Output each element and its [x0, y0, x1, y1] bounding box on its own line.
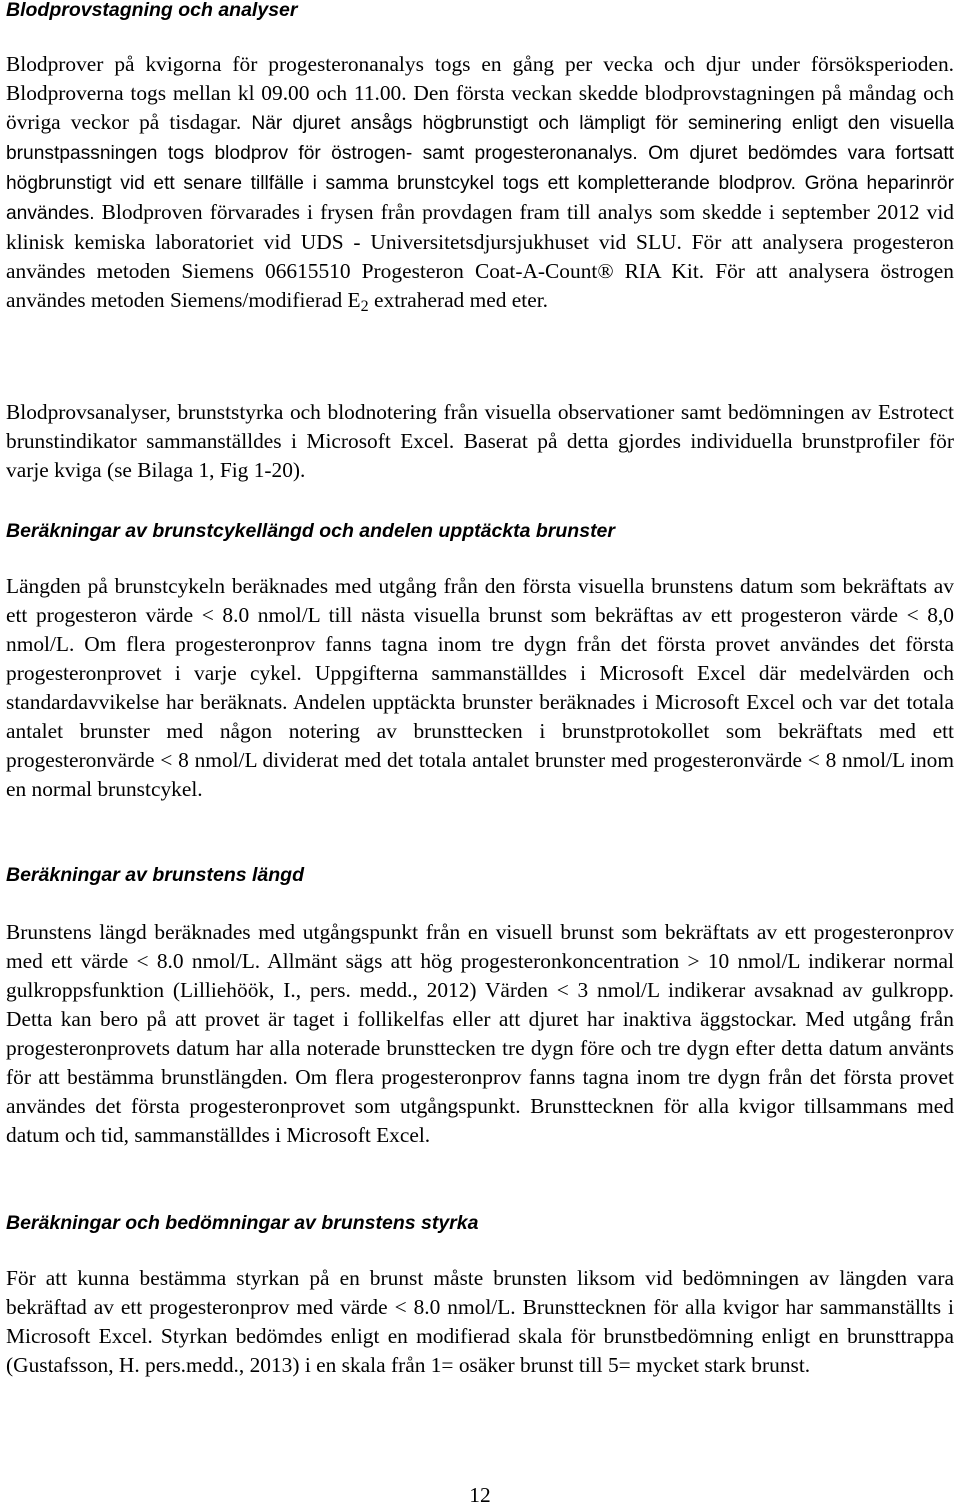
- paragraph-estrus-strength: För att kunna bestämma styrkan på en brunst måste brunsten liksom vid bedömningen av längden vara bekräftad av ett progesteronprov med värde < 8.0 nmol/L. Brunsttecknen för alla kvigor har sammanställts i Microsoft Excel. Styrkan bedömdes enligt en modifierad skala för brunstbedömning enligt en brunsttrappa (Gustafsson, H. pers.medd., 2013) i en skala från 1= osäker brunst till 5= mycket stark brunst.: [6, 1266, 954, 1377]
- page-number: 12: [469, 1483, 491, 1507]
- paragraph-blood-sampling: [6, 50, 954, 315]
- text-analysis-methods: Blodproven förvarades i frysen från provdagen fram till analys som skedde i september 2012 vid klinisk kemiska laboratoriet vid UDS - Universitetsdjursjukhuset vid SLU. För att analysera progesteron användes metoden Siemens 06615510 Progesteron Coat-A-Count® RIA Kit. För att analysera östrogen användes metoden Siemens/modifierad E: [6, 200, 954, 312]
- text-sampling-schedule: Blodprover på kvigorna för progesteronanalys togs en gång per vecka och djur under försöksperioden. Blodproverna togs mellan kl 09.00 och 11.00. Den första veckan skedde blodprovstagningen på måndag och övriga veckor på tisdagar.: [6, 52, 954, 134]
- section-heading-estrus-length: Beräkningar av brunstens längd: [6, 864, 304, 886]
- estradiol-subscript: 2: [360, 298, 369, 315]
- text-sampling-criteria: När djuret ansågs högbrunstigt och lämpligt för seminering enligt den visuella brunstpassningen togs blodprov för östrogen- samt progesteronanalys. Om djuret bedömdes vara fortsatt högbrunstigt vid ett senare tillfälle i samma brunstcykel togs ett kompletterande blodprov. Gröna heparinrör användes.: [6, 113, 954, 224]
- paragraph-cycle-length: Längden på brunstcykeln beräknades med utgång från den första visuella brunstens datum som bekräftats av ett progesteron värde < 8.0 nmol/L till nästa visuella brunst som bekräftas av ett progesteron värde < 8,0 nmol/L. Om flera progesteronprov fanns tagna inom tre dygn från det första provet användes det första progesteronprovet i varje cykel. Uppgifterna sammanställdes i Microsoft Excel där medelvärden och standardavvikelse har beräknats. Andelen upptäckta brunster beräknades i Microsoft Excel och var det totala antalet brunster med någon notering av brunsttecken i brunstprotokollet som bekräftats med ett progesteronvärde < 8 nmol/L dividerat med det totala antalet brunster med progesteronvärde < 8 nmol/L inom en normal brunstcykel.: [6, 574, 954, 801]
- text-extraction: extraherad med eter.: [368, 288, 549, 312]
- paragraph-estrus-length: Brunstens längd beräknades med utgångspunkt från en visuell brunst som bekräftats av ett progesteronprov med ett värde < 8.0 nmol/L. Allmänt sägs att hög progesteronkoncentration > 10 nmol/L indikerar normal gulkroppsfunktion (Lilliehöök, I., pers. medd., 2012) Värden < 3 nmol/L indikerar avsaknad av gulkropp. Detta kan bero på att provet är taget i follikelfas eller att djuret har inaktiva äggstockar. Med utgång från progesteronprovets datum har alla noterade brunsttecken tre dygn före och tre dygn efter detta datum använts för att bestämma brunstlängden. Om flera progesteronprov fanns tagna inom tre dygn från det första provet användes det första progesteronprovet som utgångspunkt. Brunsttecknen för alla kvigor tillsammans med datum och tid, sammanställdes i Microsoft Excel.: [6, 920, 954, 1147]
- paragraph-data-compilation: Blodprovsanalyser, brunststyrka och blodnotering från visuella observationer samt bedömningen av Estrotect brunstindikator sammanställdes i Microsoft Excel. Baserat på detta gjordes individuella brunstprofiler för varje kviga (se Bilaga 1, Fig 1-20).: [6, 400, 954, 482]
- section-heading-estrus-strength: Beräkningar och bedömningar av brunstens styrka: [6, 1212, 479, 1234]
- section-heading-blodprovstagning: Blodprovstagning och analyser: [6, 0, 298, 21]
- section-heading-cycle-length: Beräkningar av brunstcykellängd och andelen upptäckta brunster: [6, 520, 615, 542]
